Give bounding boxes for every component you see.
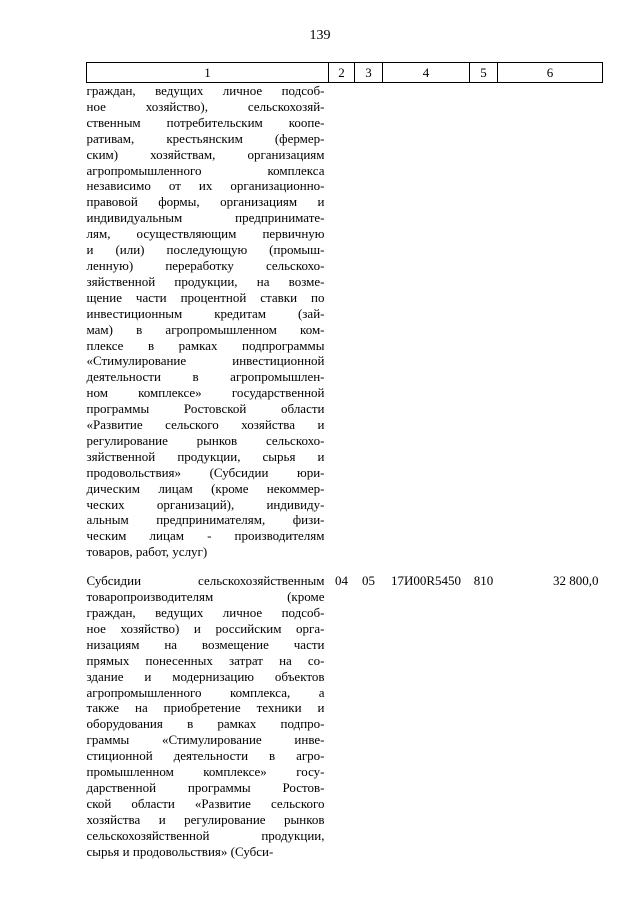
description-line: ное хозяйство) и российским орга- [86, 620, 325, 636]
description-line: дическим лицам (кроме некоммер- [86, 480, 325, 496]
description-line: зяйственной продукции, на возме- [86, 273, 325, 289]
description-line: щение части процентной ставки по [86, 289, 325, 305]
description-line: «Развитие сельского хозяйства и [86, 417, 325, 433]
description-line: товаропроизводителям (кроме [86, 589, 325, 605]
column-header-1: 1 [87, 63, 329, 83]
budget-table [86, 62, 603, 860]
description-line: ном комплексе» государственной [86, 385, 325, 401]
description-line: здание и модернизацию объектов [86, 668, 325, 684]
description-line: ческих организаций), индивиду- [86, 496, 325, 512]
description-line: ческим лицам - производителям [86, 528, 325, 544]
description-line: ное хозяйство), сельскохозяй- [86, 98, 325, 114]
description-line: ской области «Развитие сельского [86, 795, 325, 811]
description-line: ративам, крестьянским (фермер- [86, 130, 325, 146]
description-line: ским) хозяйствам, организациям [86, 146, 325, 162]
description-line: также на приобретение техники и [86, 700, 325, 716]
description-line: прямых понесенных затрат на со- [86, 652, 325, 668]
description-line: промышленном комплексе» госу- [86, 764, 325, 780]
description-line: альным предпринимателям, физи- [86, 512, 325, 528]
description-line: индивидуальным предпринимате- [86, 210, 325, 226]
table-row [87, 83, 603, 561]
description-line: правовой формы, организациям и [86, 194, 325, 210]
section-code: 04 [335, 573, 348, 589]
description-line: «Стимулирование инвестиционной [86, 353, 325, 369]
description-line: дарственной программы Ростов- [86, 779, 325, 795]
description-line: товаров, работ, услуг) [86, 544, 208, 560]
description-line: стиционной деятельности в агро- [86, 748, 325, 764]
description-line: ленную) переработку сельскохо- [86, 257, 325, 273]
column-header-5: 5 [470, 63, 498, 83]
description-line: продовольствия» (Субсидии юри- [86, 464, 325, 480]
subsection-code: 05 [362, 573, 375, 589]
description-line: плексе в рамках подпрограммы [86, 337, 325, 353]
description-line: зяйственной продукции, сырья и [86, 448, 325, 464]
row-description [87, 560, 329, 859]
description-line: агропромышленного комплекса, а [86, 684, 325, 700]
description-line: граждан, ведущих личное подсоб- [86, 83, 325, 98]
description-line: ственным потребительским коопе- [86, 114, 325, 130]
page-number: 139 [309, 28, 331, 43]
description-line: граждан, ведущих личное подсоб- [86, 605, 325, 620]
amount: 32 800,0 [553, 573, 599, 589]
description-line: оборудования в рамках подпро- [86, 716, 325, 732]
section-code [329, 83, 355, 561]
description-line: сырья и продовольствия» (Субси- [86, 843, 274, 859]
description-line: программы Ростовской области [86, 401, 325, 417]
description-line: мам) в агропромышленном ком- [86, 321, 325, 337]
description-line: граммы «Стимулирование инве- [86, 732, 325, 748]
amount [498, 83, 603, 561]
description-line: лям, осуществляющим первичную [86, 226, 325, 242]
column-number-header [87, 63, 603, 83]
row-description [87, 83, 329, 561]
expense-type-code: 810 [473, 573, 494, 589]
description-line: деятельности в агропромышлен- [86, 369, 325, 385]
description-line: хозяйства и регулирование рынков [86, 811, 325, 827]
column-header-6: 6 [498, 63, 603, 83]
description-line: агропромышленного комплекса [86, 162, 325, 178]
description-line: низациям на возмещение части [86, 636, 325, 652]
description-line: Субсидии сельскохозяйственным [86, 573, 325, 589]
description-line: и (или) последующую (промыш- [86, 242, 325, 258]
table-row [87, 560, 603, 859]
description-line: независимо от их организационно- [86, 178, 325, 194]
column-header-4: 4 [383, 63, 470, 83]
description-line: инвестиционным кредитам (зай- [86, 305, 325, 321]
subsection-code [355, 83, 383, 561]
column-header-3: 3 [355, 63, 383, 83]
description-line: регулирование рынков сельскохо- [86, 432, 325, 448]
target-article-code: 17И00R5450 [390, 573, 462, 589]
description-line: сельскохозяйственной продукции, [86, 827, 325, 843]
target-article-code [383, 83, 470, 561]
column-header-2: 2 [329, 63, 355, 83]
expense-type-code [470, 83, 498, 561]
